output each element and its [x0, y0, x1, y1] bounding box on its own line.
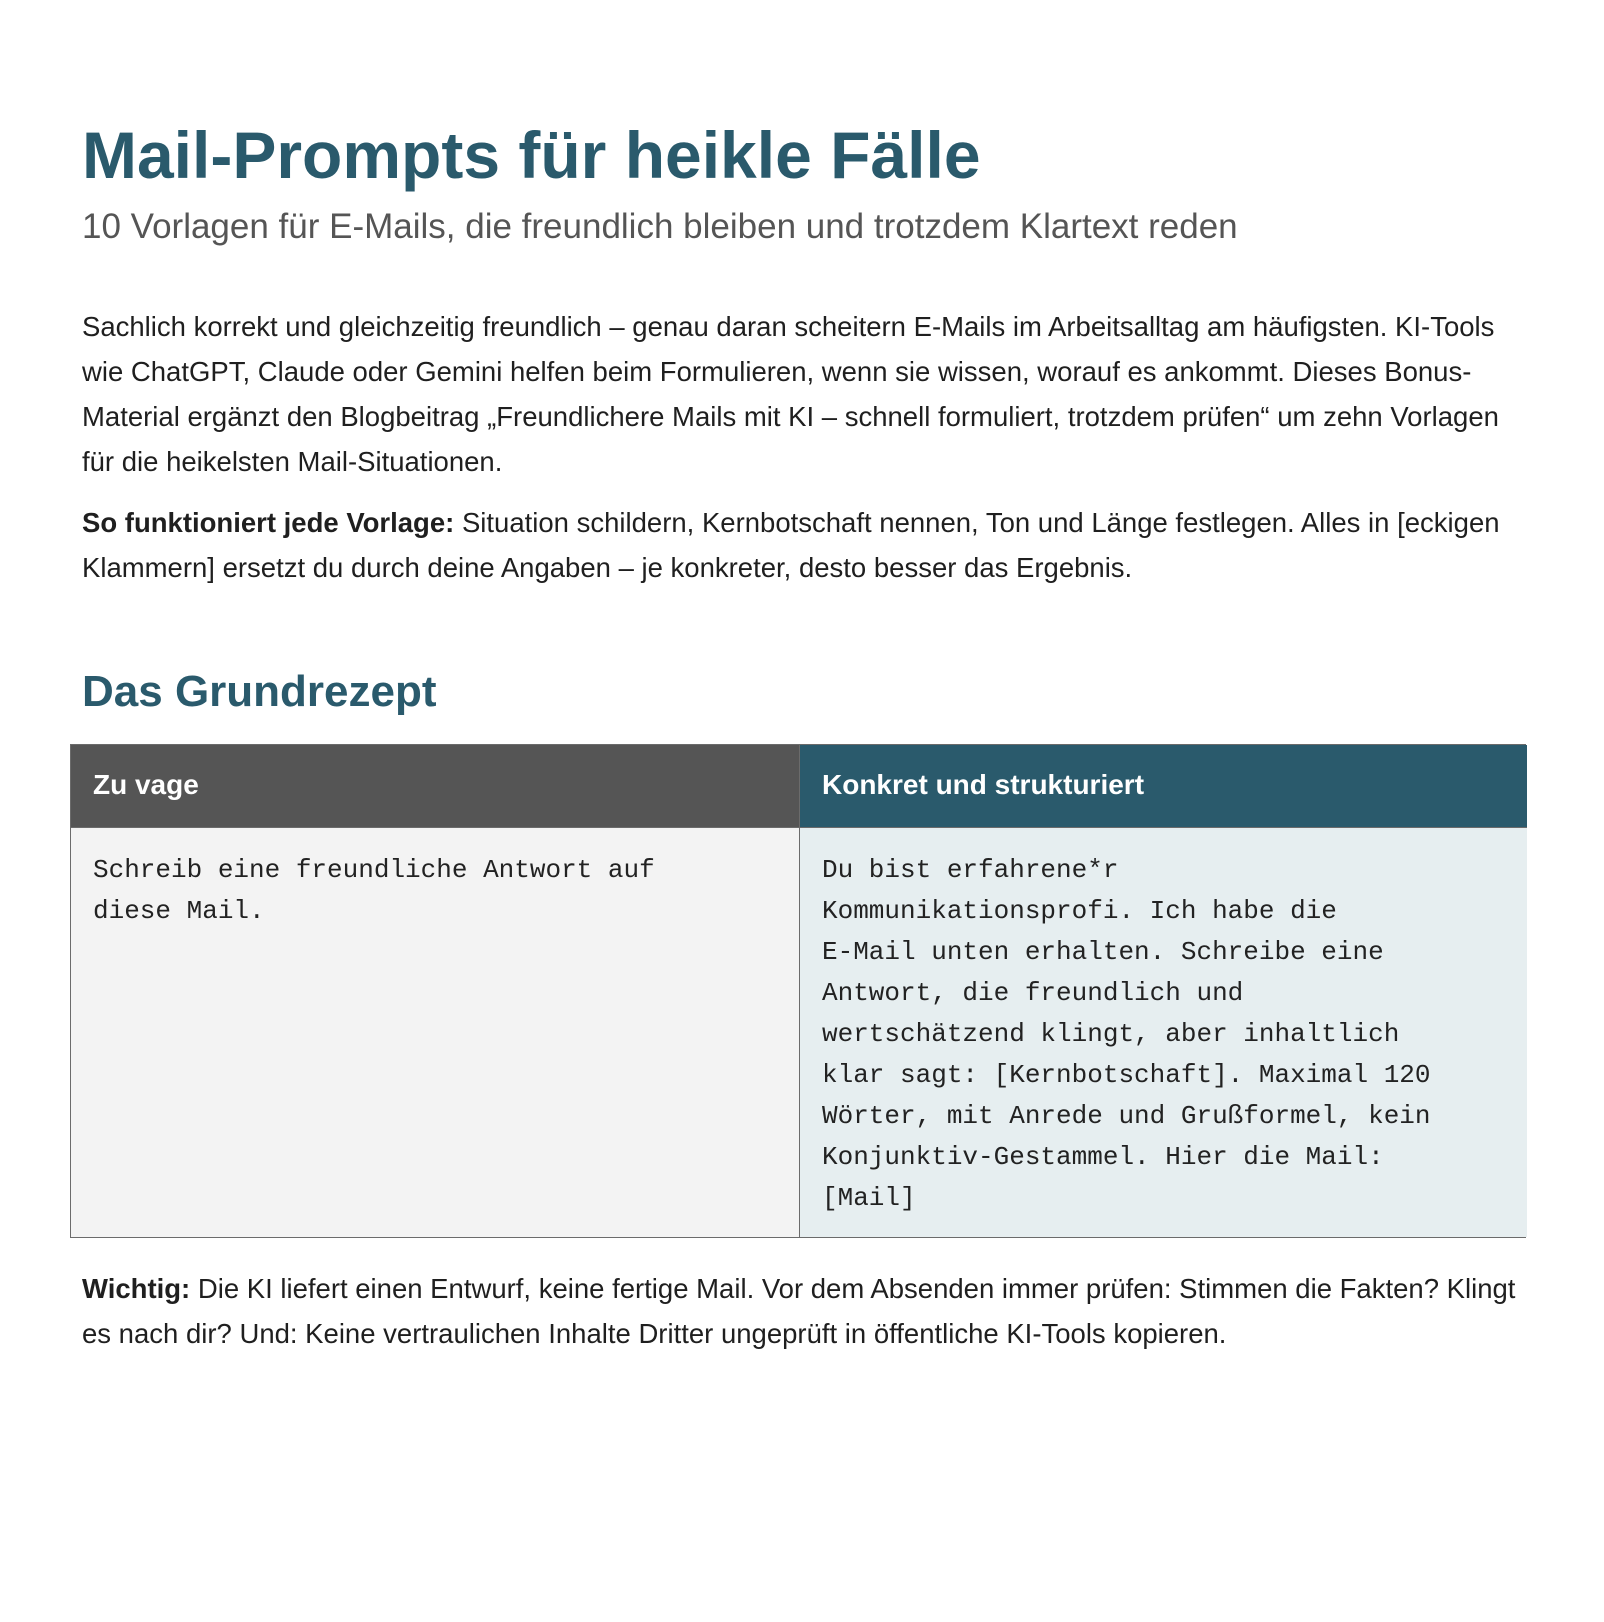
vague-column-header: Zu vage — [71, 745, 799, 827]
intro-paragraph: Sachlich korrekt und gleichzeitig freundlich – genau daran scheitern E-Mails im Arbeitsalltag am häufigsten. KI-Tools wie ChatGPT, Claude oder Gemini helfen beim Formulieren, wenn sie wissen, worauf es ankommt. Dieses Bonus-Material ergänzt den Blogbeitrag „Freundlichere Mails mit KI – schnell formuliert, trotzdem prüfen“ um zehn Vorlagen für die heikelsten Mail-Situationen. — [82, 311, 1499, 477]
comparison-table — [70, 744, 1526, 1238]
important-lead: Wichtig: — [82, 1273, 191, 1304]
important-text: Die KI liefert einen Entwurf, keine fertige Mail. Vor dem Absenden immer prüfen: Stimmen die Fakten? Klingt es nach dir? Und: Keine vertraulichen Inhalte Dritter ungeprüft in öffentliche KI-Tools kopieren. — [82, 1273, 1516, 1349]
howto-paragraph — [82, 500, 1522, 590]
page-title: Mail-Prompts für heikle Fälle — [82, 118, 981, 192]
page-subtitle: 10 Vorlagen für E-Mails, die freundlich bleiben und trotzdem Klartext reden — [82, 207, 1238, 246]
concrete-prompt-cell: Du bist erfahrene*r Kommunikationsprofi. Ich habe die E-Mail unten erhalten. Schreibe eine Antwort, die freundlich und wertschätzend klingt, aber inhaltlich klar sagt: [Kernbotschaft]. Maximal 120 Wörter, mit Anrede und Grußformel, kein Konjunktiv-Gestammel. Hier die Mail: [Mail] — [799, 827, 1527, 1237]
document-page — [82, 112, 1522, 1356]
section-title: Das Grundrezept — [82, 667, 437, 716]
vague-prompt-cell: Schreib eine freundliche Antwort auf diese Mail. — [71, 827, 799, 1237]
howto-lead: So funktioniert jede Vorlage: — [82, 507, 455, 538]
howto-text: Situation schildern, Kernbotschaft nennen, Ton und Länge festlegen. Alles in [eckigen Klammern] ersetzt du durch deine Angaben – je konkreter, desto besser das Ergebnis. — [82, 507, 1500, 583]
concrete-column-header: Konkret und strukturiert — [799, 745, 1527, 827]
important-note — [82, 1266, 1522, 1356]
